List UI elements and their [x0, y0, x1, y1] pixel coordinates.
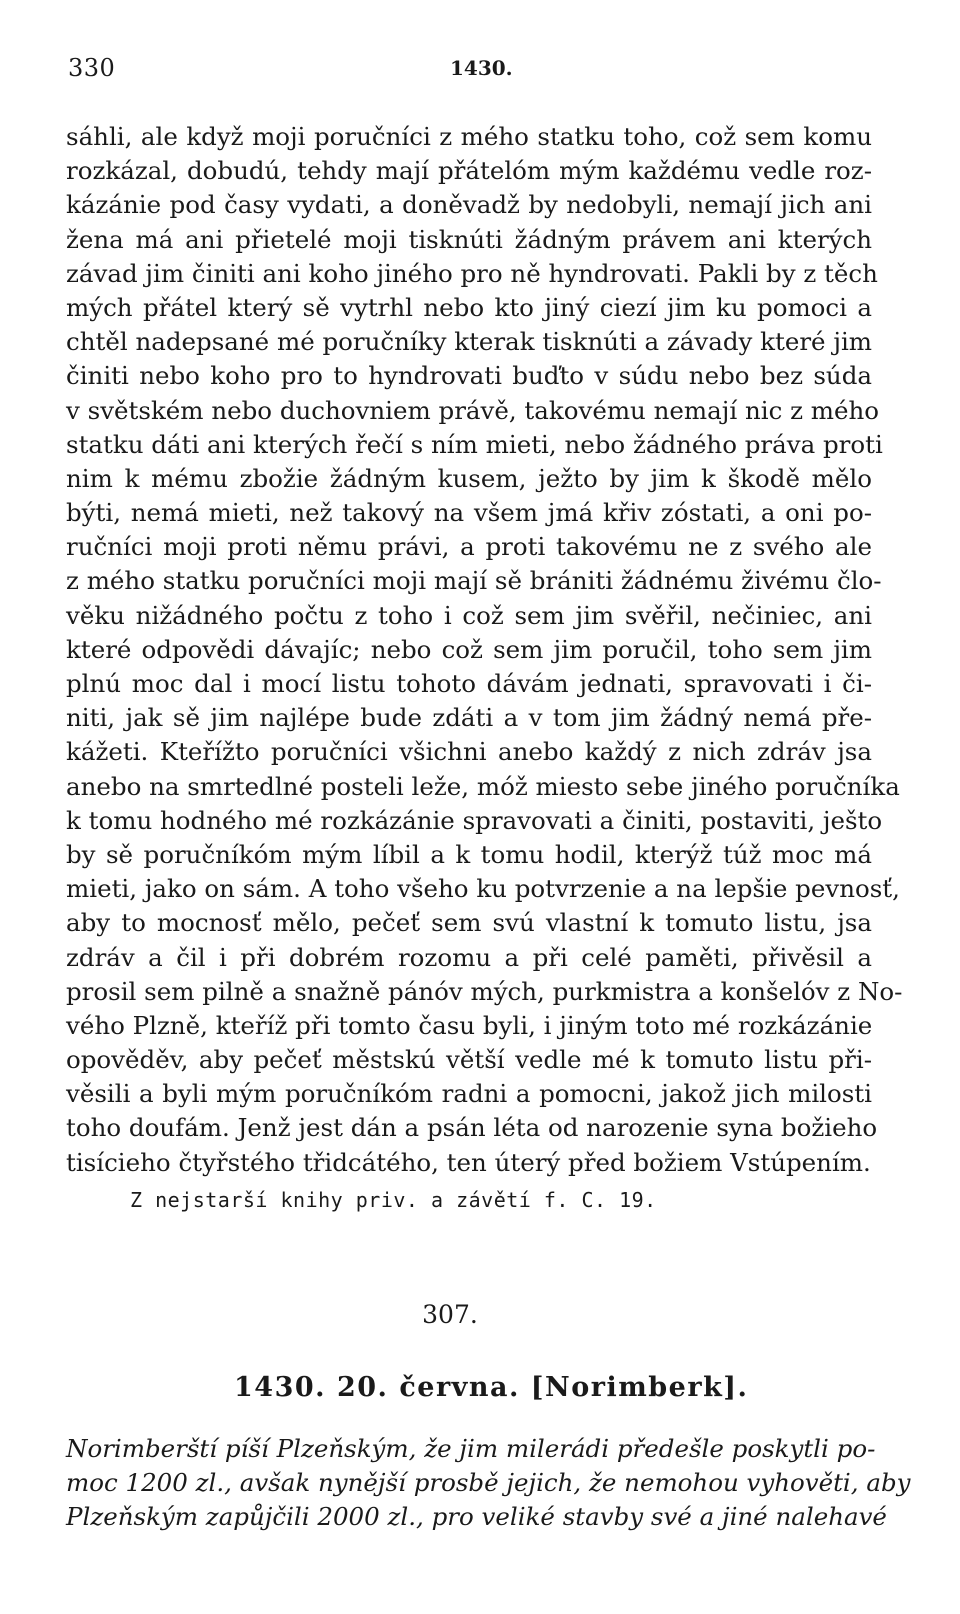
regest-line: Plzeňským zapůjčili 2000 zl., pro veliké stavby své a jiné nalehavé — [66, 1502, 887, 1532]
text-line: chtěl nadepsané mé poručníky kterak tisknúti a závady které jim — [66, 327, 873, 357]
text-line: statku dáti ani kterých řečí s ním mieti, nebo žádného práva proti — [66, 429, 883, 459]
text-line: tisícieho čtyřstého třidcátého, ten úterý před božiem Vstúpením. — [66, 1147, 871, 1177]
text-line: mieti, jako on sám. A toho všeho ku potvrzenie a na lepšie pevnosť, — [66, 874, 900, 904]
text-line: v světském nebo duchovniem právě, takovému nemají nic z mého — [66, 395, 880, 425]
regest-line: moc 1200 zl., avšak nynější prosbě jejich, že nemohou vyhověti, aby — [66, 1468, 911, 1498]
text-line: opověděv, aby pečeť městskú větší vedle mé k tomuto listu při- — [66, 1045, 872, 1075]
document-number: 307. — [422, 1300, 478, 1329]
text-line: anebo na smrtedlné posteli leže, móž miesto sebe jiného poručníka — [66, 771, 900, 801]
regest-line: Norimberští píší Plzeňským, že jim milerádi předešle poskytli po- — [66, 1434, 876, 1463]
text-line: toho doufám. Jenž jest dán a psán léta od narozenie syna božieho — [66, 1113, 878, 1143]
text-line: věku nižádného počtu z toho i což sem jim svěřil, nečiniec, ani — [66, 600, 872, 630]
text-line: které odpovědi dávajíc; nebo což sem jim poručil, toho sem jim — [66, 634, 872, 664]
regest-text — [66, 1432, 911, 1535]
page-number: 330 — [68, 54, 116, 82]
text-line: ručníci moji proti němu právi, a proti takovému ne z svého ale — [66, 532, 872, 562]
source-note: Z nejstarší knihy priv. a závětí f. C. 19. — [130, 1188, 657, 1212]
text-line: plnú moc dal i mocí listu tohoto dávám jednati, spravovati i či- — [66, 669, 872, 698]
text-line: z mého statku poručníci moji mají sě brániti žádnému živému člo- — [66, 566, 882, 596]
text-line: vého Plzně, kteříž při tomto času byli, i jiným toto mé rozkázánie — [66, 1010, 873, 1040]
text-line: niti, jak sě jim najlépe bude zdáti a v tom jim žádný nemá pře- — [66, 703, 872, 733]
text-line: rozkázal, dobudú, tehdy mají přátelóm mým každému vedle roz- — [66, 156, 872, 186]
text-line: žena má ani přietelé moji tisknúti žádným právem ani kterých — [66, 224, 872, 254]
page-header — [64, 54, 872, 94]
text-line: k tomu hodného mé rozkázánie spravovati a činiti, postaviti, ješto — [66, 805, 883, 835]
text-line: závad jim činiti ani koho jiného pro ně hyndrovati. Pakli by z těch — [66, 258, 878, 288]
document-heading: 1430. 20. června. [Norimberk]. — [234, 1372, 749, 1403]
text-line: mých přátel který sě vytrhl nebo kto jiný ciezí jim ku pomoci a — [66, 292, 872, 322]
text-line: věsili a byli mým poručníkóm radni a pomocni, jakož jich milosti — [66, 1079, 872, 1109]
text-line: kážeti. Kteřížto poručníci všichni anebo každý z nich zdráv jsa — [66, 737, 872, 767]
text-line: aby to mocnosť mělo, pečeť sem svú vlastní k tomuto listu, jsa — [66, 908, 872, 938]
text-line: kázánie pod časy vydati, a doněvadž by nedobyli, nemají jich ani — [66, 190, 872, 220]
text-line: nim k mému zbožie žádným kusem, ježto by jim k škodě mělo — [66, 463, 872, 493]
text-line: sáhli, ale když moji poručníci z mého statku toho, což sem komu — [66, 122, 872, 151]
text-line: zdráv a čil i při dobrém rozomu a při celé paměti, přivěsil a — [66, 942, 872, 972]
running-head: 1430. — [450, 56, 513, 80]
text-line: býti, nemá mieti, než takový na všem jmá křiv zóstati, a oni po- — [66, 498, 872, 528]
text-line: činiti nebo koho pro to hyndrovati buďto v súdu nebo bez súda — [66, 361, 872, 391]
text-line: prosil sem pilně a snažně pánóv mých, purkmistra a konšelóv z No- — [66, 976, 903, 1006]
body-text — [66, 120, 903, 1180]
text-line: by sě poručníkóm mým líbil a k tomu hodil, kterýž túž moc má — [66, 839, 872, 869]
